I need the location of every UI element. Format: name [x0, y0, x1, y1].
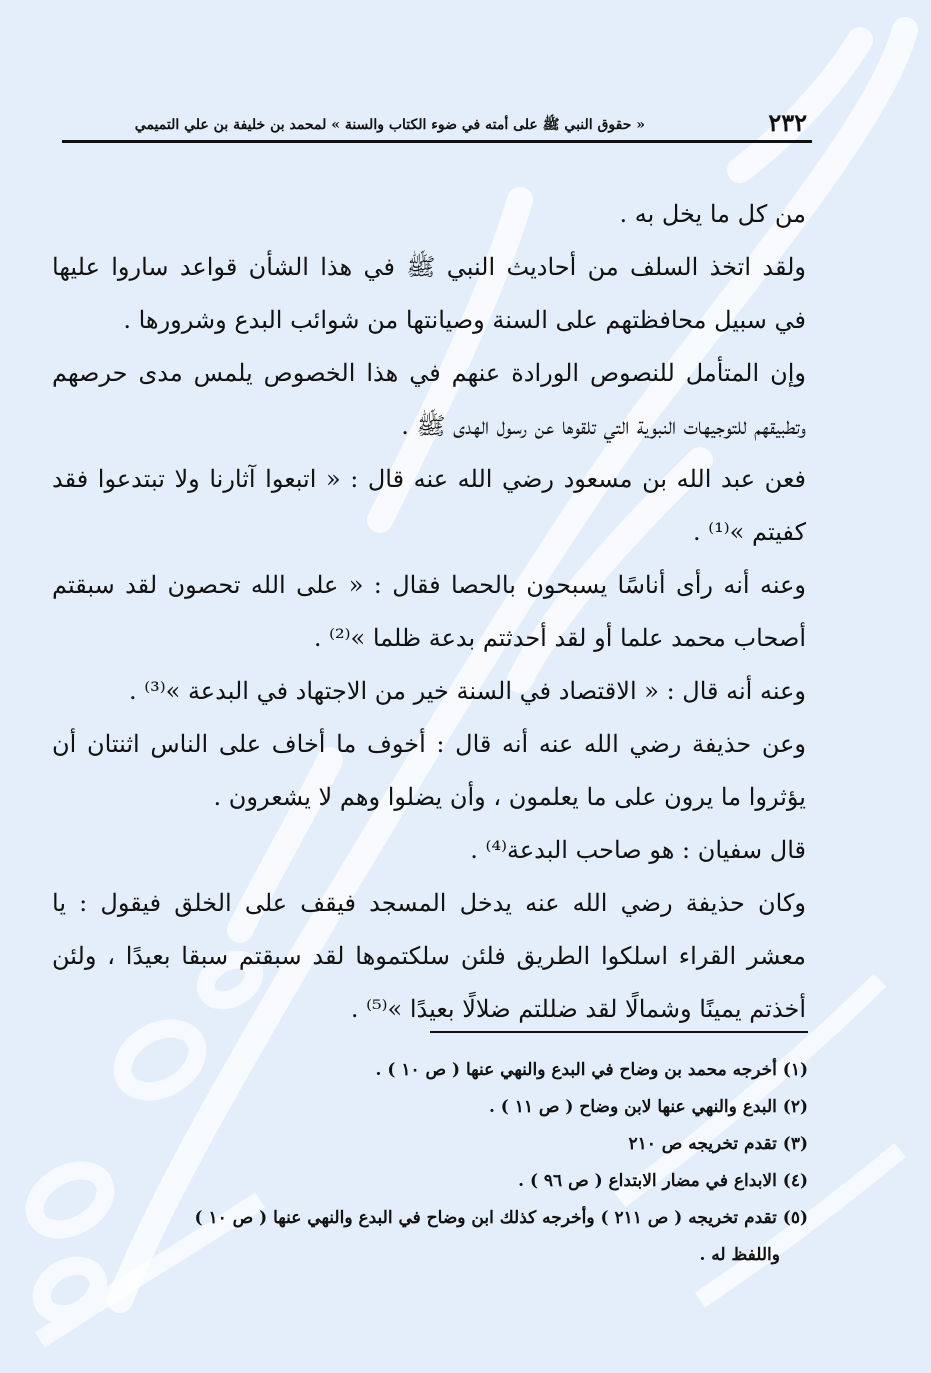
- text-line: وتطبيقهم للتوجيهات النبوية التي تلقوها عن رسول الهدى ﷺ .: [401, 412, 806, 440]
- running-title: « حقوق النبي ﷺ على أمته في ضوء الكتاب والسنة » لمحمد بن خليفة بن علي التميمي: [134, 117, 645, 133]
- page-number: ٢٣٢: [768, 108, 807, 137]
- text-line: في سبيل محافظتهم على السنة وصيانتها من شوائب البدع وشرورها .: [123, 306, 806, 334]
- footnote: (٥) تقدم تخريجه ( ص ٢١١ ) وأخرجه كذلك ابن وضاح في البدع والنهي عنها ( ص ١٠ ): [194, 1208, 808, 1228]
- footnote: (٤) الابداع في مضار الابتداع ( ص ٩٦ ) .: [518, 1171, 808, 1191]
- header-rule: [62, 140, 812, 143]
- text-line: كفيتم »⁽¹⁾ .: [692, 518, 806, 546]
- text-line: وعنه أنه رأى أناسًا يسبحون بالحصا فقال : « على الله تحصون لقد سبقتم: [52, 571, 806, 599]
- text-line: ولقد اتخذ السلف من أحاديث النبي ﷺ في هذا الشأن قواعد ساروا عليها: [52, 253, 806, 281]
- text-line: وإن المتأمل للنصوص الورادة عنهم في هذا الخصوص يلمس مدى حرصهم: [52, 359, 806, 387]
- text-line: قال سفيان : هو صاحب البدعة⁽⁴⁾ .: [470, 836, 806, 864]
- text-line: وعن حذيفة رضي الله عنه أنه قال : أخوف ما أخاف على الناس اثنتان أن: [52, 730, 806, 758]
- text-line: معشر القراء اسلكوا الطريق فلئن سلكتموها لقد سبقتم سبقا بعيدًا ، ولئن: [52, 942, 806, 970]
- footnote: (١) أخرجه محمد بن وضاح في البدع والنهي عنها ( ص ١٠ ) .: [375, 1060, 808, 1080]
- text-line: من كل ما يخل به .: [619, 200, 806, 228]
- main-text: [52, 188, 806, 1036]
- footnotes: [40, 1052, 808, 1274]
- text-line: وعنه أنه قال : « الاقتصاد في السنة خير من الاجتهاد في البدعة »⁽³⁾ .: [128, 677, 806, 705]
- footnote: واللفظ له .: [699, 1245, 780, 1265]
- text-line: يؤثروا ما يرون على ما يعلمون ، وأن يضلوا وهم لا يشعرون .: [213, 783, 806, 811]
- text-line: فعن عبد الله بن مسعود رضي الله عنه قال : « اتبعوا آثارنا ولا تبتدعوا فقد: [52, 465, 806, 493]
- footnote: (٣) تقدم تخريجه ص ٢١٠: [628, 1134, 808, 1154]
- footnote-rule: [430, 1031, 808, 1033]
- text-line: وكان حذيفة رضي الله عنه يدخل المسجد فيقف على الخلق فيقول : يا: [52, 889, 806, 917]
- page-header: [62, 108, 807, 142]
- text-line: أخذتم يمينًا وشمالًا لقد ضللتم ضلالًا بعيدًا »⁽⁵⁾ .: [350, 995, 806, 1023]
- text-line: أصحاب محمد علما أو لقد أحدثتم بدعة ظلما »⁽²⁾ .: [313, 624, 806, 652]
- footnote: (٢) البدع والنهي عنها لابن وضاح ( ص ١١ ) .: [488, 1097, 808, 1117]
